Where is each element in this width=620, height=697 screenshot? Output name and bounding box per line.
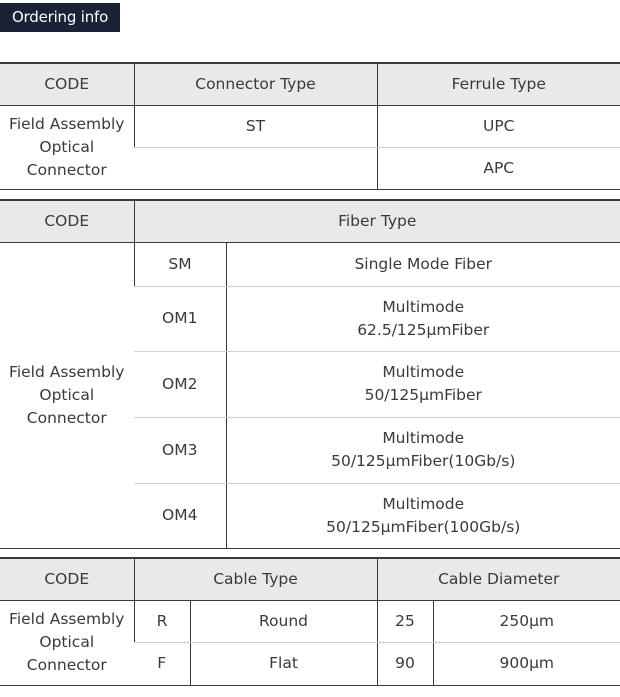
fiber-code: SM <box>134 242 226 286</box>
connector-type-header: Connector Type <box>134 63 377 105</box>
diameter-code: 25 <box>377 600 433 642</box>
cable-type-header: Cable Type <box>134 558 377 600</box>
cable-code: F <box>134 642 190 685</box>
fiber-code: OM3 <box>134 417 226 483</box>
cable-type-value: Round <box>190 600 377 642</box>
connector-type-empty <box>134 147 377 189</box>
fiber-type-table <box>0 199 620 549</box>
ferrule-type-value: UPC <box>377 105 620 147</box>
fiber-code: OM2 <box>134 351 226 417</box>
connector-type-table <box>0 62 620 190</box>
product-code-cell: Field Assembly Optical Connector <box>0 600 134 685</box>
cable-type-value: Flat <box>190 642 377 685</box>
fiber-type-header: Fiber Type <box>134 200 620 242</box>
diameter-code: 90 <box>377 642 433 685</box>
cable-type-table <box>0 557 620 686</box>
fiber-code: OM1 <box>134 286 226 351</box>
fiber-description: Single Mode Fiber <box>226 242 620 286</box>
ferrule-type-value: APC <box>377 147 620 189</box>
product-code-cell: Field Assembly Optical Connector <box>0 242 134 548</box>
cable-diameter-header: Cable Diameter <box>377 558 620 600</box>
diameter-value: 250μm <box>433 600 620 642</box>
fiber-description: Multimode 50/125μmFiber <box>226 351 620 417</box>
code-header: CODE <box>0 63 134 105</box>
product-code-cell: Field Assembly Optical Connector <box>0 105 134 189</box>
cable-code: R <box>134 600 190 642</box>
ferrule-type-header: Ferrule Type <box>377 63 620 105</box>
code-header: CODE <box>0 200 134 242</box>
connector-type-value: ST <box>134 105 377 147</box>
fiber-description: Multimode 50/125μmFiber(10Gb/s) <box>226 417 620 483</box>
fiber-description: Multimode 50/125μmFiber(100Gb/s) <box>226 483 620 548</box>
fiber-description: Multimode 62.5/125μmFiber <box>226 286 620 351</box>
fiber-code: OM4 <box>134 483 226 548</box>
section-title-badge: Ordering info <box>0 3 120 32</box>
code-header: CODE <box>0 558 134 600</box>
diameter-value: 900μm <box>433 642 620 685</box>
